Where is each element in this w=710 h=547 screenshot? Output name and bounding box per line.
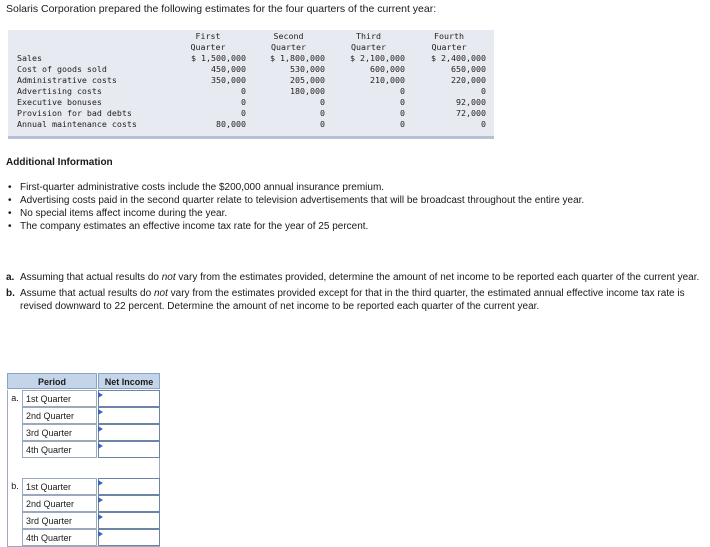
part-letter bbox=[7, 441, 22, 458]
net-income-input[interactable] bbox=[98, 424, 160, 441]
input-marker-icon bbox=[98, 497, 103, 503]
estimate-cell: 72,000 bbox=[456, 108, 486, 118]
col-subheader-q2: Quarter bbox=[271, 42, 306, 52]
estimate-row-label: Administrative costs bbox=[17, 75, 117, 85]
col-subheader-q3: Quarter bbox=[351, 42, 386, 52]
estimate-cell: $ 1,500,000 bbox=[191, 53, 246, 63]
estimate-cell: 0 bbox=[320, 97, 325, 107]
part-letter: a. bbox=[7, 390, 22, 407]
part-letter bbox=[7, 424, 22, 441]
part-letter bbox=[7, 512, 22, 529]
bullet-item: • The company estimates an effective income tax rate for the year of 25 percent. bbox=[6, 220, 584, 233]
estimate-cell: 0 bbox=[481, 86, 486, 96]
period-cell: 3rd Quarter bbox=[22, 424, 97, 441]
col-subheader-q1: Quarter bbox=[190, 42, 226, 52]
estimate-row-label: Cost of goods sold bbox=[17, 64, 107, 74]
estimate-cell: 220,000 bbox=[451, 75, 486, 85]
additional-info-heading: Additional Information bbox=[6, 157, 113, 168]
net-income-input[interactable] bbox=[98, 529, 160, 546]
net-income-input[interactable] bbox=[98, 407, 160, 424]
bullet-item: • Advertising costs paid in the second quarter relate to television advertisements that will be broadcast throughout the entire year. bbox=[6, 194, 584, 207]
estimate-cell: 0 bbox=[400, 108, 405, 118]
input-marker-icon bbox=[98, 409, 103, 415]
estimate-cell: $ 2,100,000 bbox=[350, 53, 405, 63]
period-cell: 1st Quarter bbox=[22, 478, 97, 495]
period-cell: 3rd Quarter bbox=[22, 512, 97, 529]
estimate-cell: 0 bbox=[481, 119, 486, 129]
question-letter: a. bbox=[6, 272, 15, 283]
answer-row bbox=[7, 441, 160, 458]
intro-text: Solaris Corporation prepared the following estimates for the four quarters of the current year: bbox=[6, 3, 437, 15]
estimate-cell: 0 bbox=[320, 119, 325, 129]
input-marker-icon bbox=[98, 443, 103, 449]
period-cell: 4th Quarter bbox=[22, 529, 97, 546]
period-header: Period bbox=[7, 373, 97, 389]
estimate-cell: 210,000 bbox=[370, 75, 405, 85]
estimate-row bbox=[8, 119, 494, 130]
part-letter: b. bbox=[7, 478, 22, 495]
answer-row bbox=[7, 478, 160, 495]
estimate-row-label: Sales bbox=[17, 53, 42, 63]
net-income-input[interactable] bbox=[98, 441, 160, 458]
estimate-cell: 0 bbox=[400, 119, 405, 129]
estimate-row bbox=[8, 53, 494, 64]
estimate-row-label: Provision for bad debts bbox=[17, 108, 132, 118]
net-income-input[interactable] bbox=[98, 495, 160, 512]
net-income-header: Net Income bbox=[98, 373, 160, 389]
estimates-table bbox=[8, 30, 494, 139]
input-marker-icon bbox=[98, 531, 103, 537]
estimate-cell: 450,000 bbox=[211, 64, 246, 74]
input-marker-icon bbox=[98, 514, 103, 520]
estimate-row-label: Advertising costs bbox=[17, 86, 102, 96]
bullet-item: • First-quarter administrative costs include the $200,000 annual insurance premium. bbox=[6, 181, 584, 194]
col-header-q3: Third bbox=[356, 31, 381, 41]
estimate-cell: 650,000 bbox=[451, 64, 486, 74]
answer-row bbox=[7, 495, 160, 512]
part-letter bbox=[7, 407, 22, 424]
period-cell: 4th Quarter bbox=[22, 441, 97, 458]
estimate-cell: 92,000 bbox=[456, 97, 486, 107]
estimate-cell: 600,000 bbox=[370, 64, 405, 74]
estimate-row bbox=[8, 97, 494, 108]
estimate-cell: 0 bbox=[400, 86, 405, 96]
period-cell: 2nd Quarter bbox=[22, 407, 97, 424]
col-header-q1: First bbox=[195, 31, 221, 41]
col-header-q2: Second bbox=[273, 31, 304, 41]
estimate-row bbox=[8, 64, 494, 75]
input-marker-icon bbox=[98, 480, 103, 486]
question-b: b. Assume that actual results do not vary from the estimates provided except for that in the third quarter, the estimated annual effective income tax rate is revised downward to 22 percent. Determine the amount of net income to be reported each quarter of the current year. bbox=[6, 287, 685, 312]
answer-row bbox=[7, 390, 160, 407]
input-marker-icon bbox=[98, 426, 103, 432]
estimate-cell: 0 bbox=[241, 97, 246, 107]
col-subheader-q4: Quarter bbox=[431, 42, 467, 52]
additional-info-list bbox=[6, 181, 584, 233]
part-letter bbox=[7, 529, 22, 546]
estimate-cell: $ 1,800,000 bbox=[270, 53, 325, 63]
estimate-cell: 80,000 bbox=[216, 119, 246, 129]
estimate-cell: 0 bbox=[320, 108, 325, 118]
estimate-cell: 530,000 bbox=[290, 64, 325, 74]
input-marker-icon bbox=[98, 392, 103, 398]
estimate-cell: 0 bbox=[241, 86, 246, 96]
estimate-row bbox=[8, 86, 494, 97]
period-cell: 2nd Quarter bbox=[22, 495, 97, 512]
period-cell: 1st Quarter bbox=[22, 390, 97, 407]
answer-row bbox=[7, 512, 160, 529]
bullet-item: • No special items affect income during the year. bbox=[6, 207, 584, 220]
estimate-row-label: Executive bonuses bbox=[17, 97, 102, 107]
question-a: a. Assuming that actual results do not vary from the estimates provided, determine the amount of net income to be reported each quarter of the current year. bbox=[6, 272, 700, 283]
net-income-input[interactable] bbox=[98, 390, 160, 407]
estimate-row bbox=[8, 108, 494, 119]
estimate-row-label: Annual maintenance costs bbox=[17, 119, 137, 129]
estimate-cell: 350,000 bbox=[211, 75, 246, 85]
col-header-q4: Fourth bbox=[434, 31, 464, 41]
answer-row bbox=[7, 407, 160, 424]
questions bbox=[6, 271, 702, 314]
part-letter bbox=[7, 495, 22, 512]
net-income-input[interactable] bbox=[98, 512, 160, 529]
net-income-input[interactable] bbox=[98, 478, 160, 495]
estimate-cell: 205,000 bbox=[290, 75, 325, 85]
estimate-cell: 180,000 bbox=[290, 86, 325, 96]
answer-row bbox=[7, 424, 160, 441]
estimate-cell: $ 2,400,000 bbox=[431, 53, 486, 63]
estimate-cell: 0 bbox=[241, 108, 246, 118]
question-letter: b. bbox=[6, 287, 15, 299]
estimate-row bbox=[8, 75, 494, 86]
answer-row bbox=[7, 529, 160, 546]
estimate-cell: 0 bbox=[400, 97, 405, 107]
